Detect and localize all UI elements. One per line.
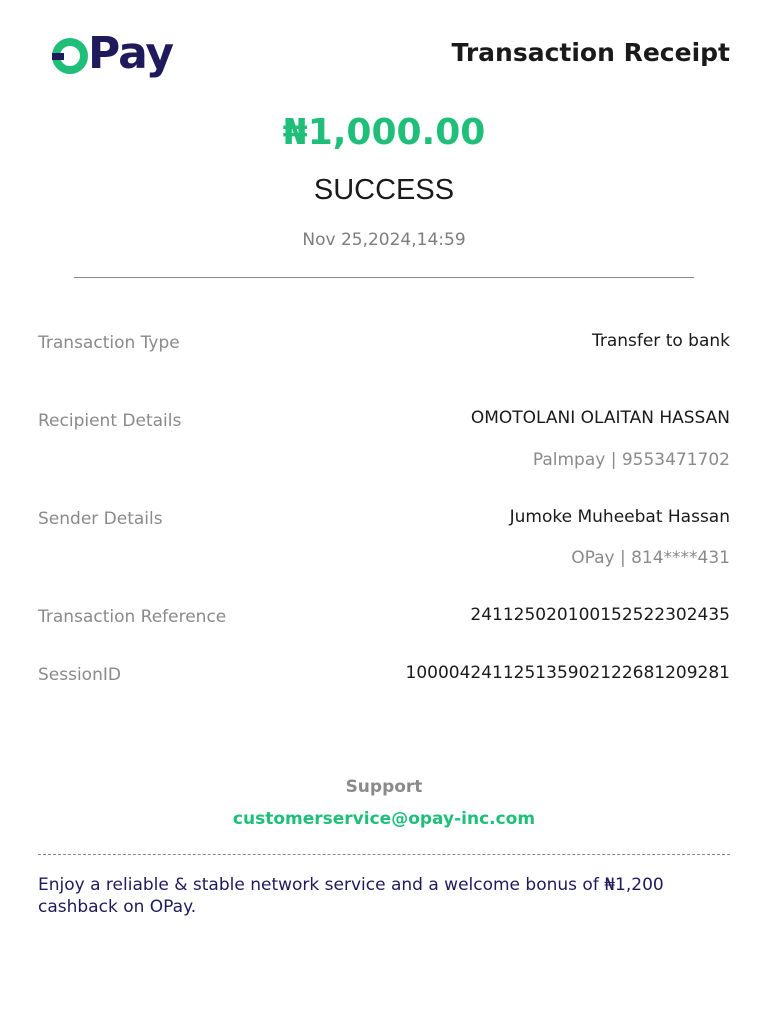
recipient-details-label: Recipient Details: [38, 411, 182, 431]
support-email-link[interactable]: customerservice@opay-inc.com: [232, 809, 536, 829]
transaction-type-label: Transaction Type: [38, 333, 180, 353]
page-title: Transaction Receipt: [451, 38, 730, 67]
opay-logo-text: Pay: [88, 28, 174, 79]
sender-details-label: Sender Details: [38, 509, 163, 529]
recipient-name: OMOTOLANI OLAITAN HASSAN: [470, 408, 730, 428]
promo-message: Enjoy a reliable & stable network service and a welcome bonus of ₦1,200 cashback on OPay.: [38, 875, 664, 917]
transaction-status: SUCCESS: [313, 174, 455, 206]
footer-divider: [38, 854, 730, 855]
transaction-type-value: Transfer to bank: [591, 331, 730, 351]
opay-logo: [50, 28, 174, 79]
session-id-label: SessionID: [38, 665, 121, 685]
transaction-datetime: Nov 25,2024,14:59: [302, 230, 466, 250]
transaction-reference-label: Transaction Reference: [38, 607, 227, 627]
summary-divider: [74, 277, 694, 278]
sender-account: OPay | 814****431: [571, 548, 730, 568]
sender-name: Jumoke Muheebat Hassan: [509, 507, 730, 527]
recipient-account: Palmpay | 9553471702: [532, 450, 730, 470]
session-id-value: 100004241125135902122681209281: [405, 663, 730, 683]
support-label: Support: [345, 777, 423, 797]
receipt-header: [0, 0, 768, 100]
opay-logo-icon: [50, 36, 86, 72]
transaction-amount: ₦1,000.00: [282, 112, 486, 153]
transaction-reference-value: 241125020100152522302435: [470, 605, 730, 625]
